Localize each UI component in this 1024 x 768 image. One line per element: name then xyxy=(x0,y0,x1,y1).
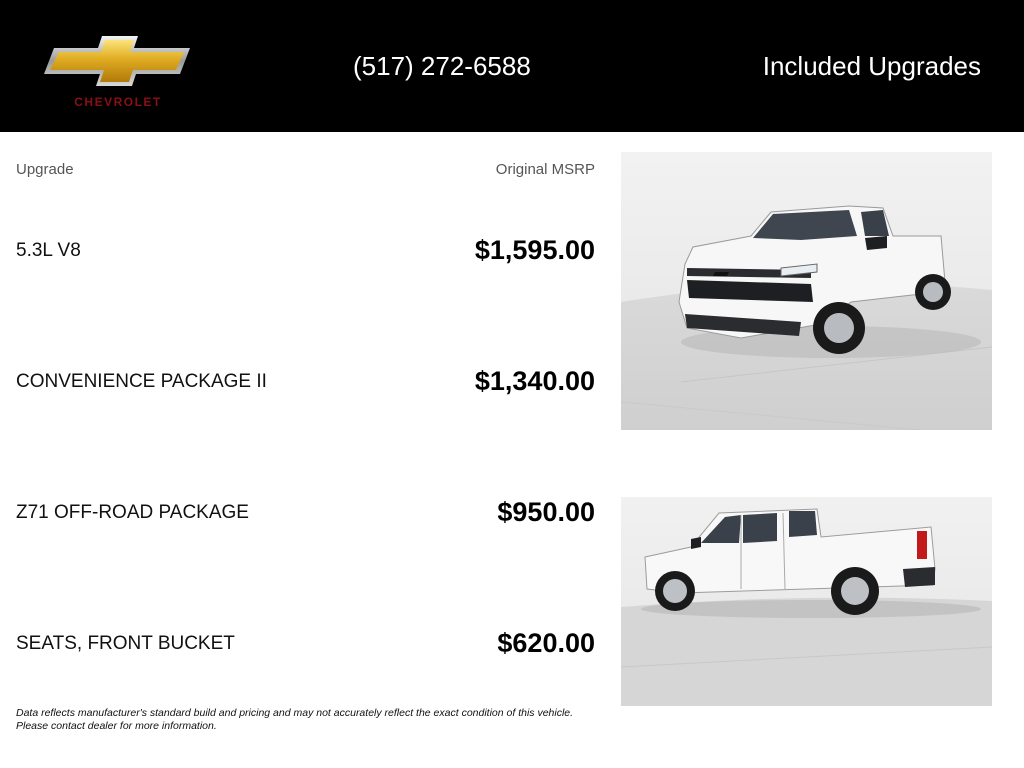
bowtie-icon xyxy=(44,34,192,110)
upgrade-name: CONVENIENCE PACKAGE II xyxy=(16,371,267,392)
upgrade-name: 5.3L V8 xyxy=(16,240,81,261)
upgrade-name: Z71 OFF-ROAD PACKAGE xyxy=(16,502,249,523)
upgrade-name: SEATS, FRONT BUCKET xyxy=(16,633,235,654)
disclaimer-line: Data reflects manufacturer's standard build and pricing and may not accurately reflect the exact condition of this vehicle. xyxy=(16,707,574,719)
dealer-phone[interactable]: (517) 272-6588 xyxy=(353,51,531,81)
upgrade-price: $1,595.00 xyxy=(474,235,595,265)
vehicle-photo-front[interactable] xyxy=(621,152,992,430)
chevrolet-logo[interactable] xyxy=(44,34,192,110)
column-header-upgrade: Upgrade xyxy=(16,161,74,178)
disclaimer-line: Please contact dealer for more information. xyxy=(16,720,217,732)
brand-wordmark: CHEVROLET xyxy=(74,95,162,109)
upgrade-price: $620.00 xyxy=(497,628,595,658)
page-title: Included Upgrades xyxy=(762,51,981,81)
upgrade-price: $950.00 xyxy=(497,497,595,527)
column-header-msrp: Original MSRP xyxy=(495,161,595,178)
upgrade-price: $1,340.00 xyxy=(474,366,595,396)
disclaimer xyxy=(16,707,616,733)
header-bar xyxy=(0,0,1024,132)
vehicle-photo-side[interactable] xyxy=(621,497,992,706)
